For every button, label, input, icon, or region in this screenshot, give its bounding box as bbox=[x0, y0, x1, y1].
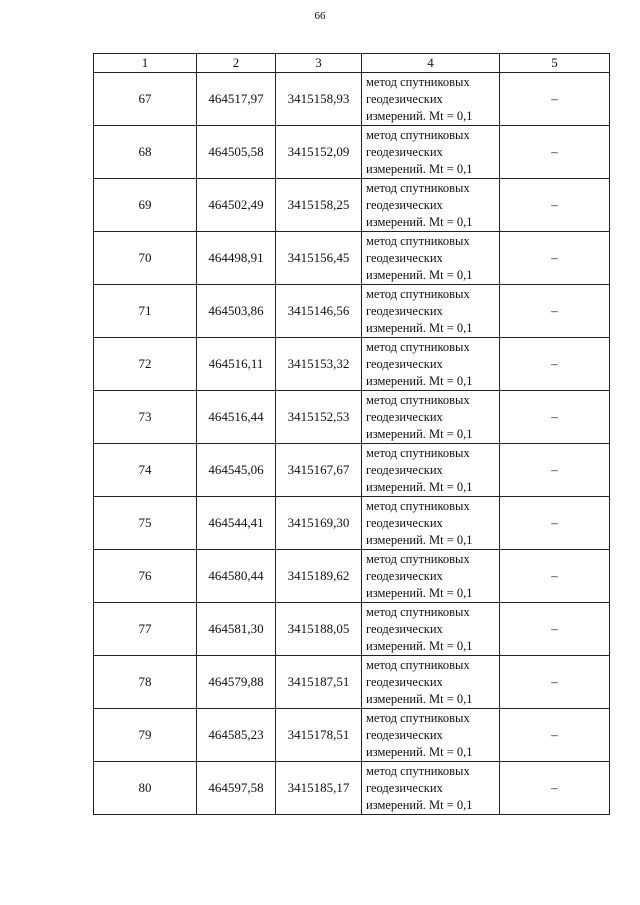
x-coordinate-cell: 464579,88 bbox=[197, 656, 276, 709]
point-number-cell: 80 bbox=[94, 762, 197, 815]
method-text-line: измерений. Mt = 0,1 bbox=[366, 744, 473, 759]
method-text-line: измерений. Mt = 0,1 bbox=[366, 797, 473, 812]
table-row bbox=[94, 550, 610, 603]
method-text-line: метод спутниковых bbox=[366, 498, 470, 513]
header-col-5: 5 bbox=[500, 54, 610, 73]
table-body bbox=[94, 73, 610, 815]
column-5-cell: – bbox=[500, 391, 610, 444]
y-coordinate-cell: 3415153,32 bbox=[276, 338, 362, 391]
method-text-line: метод спутниковых bbox=[366, 286, 470, 301]
table-row bbox=[94, 709, 610, 762]
column-5-cell: – bbox=[500, 232, 610, 285]
x-coordinate-cell: 464545,06 bbox=[197, 444, 276, 497]
method-text-line: геодезических bbox=[366, 197, 443, 212]
column-5-cell: – bbox=[500, 126, 610, 179]
table-row bbox=[94, 73, 610, 126]
table-row bbox=[94, 285, 610, 338]
y-coordinate-cell: 3415185,17 bbox=[276, 762, 362, 815]
x-coordinate-cell: 464544,41 bbox=[197, 497, 276, 550]
column-5-cell: – bbox=[500, 444, 610, 497]
column-5-cell: – bbox=[500, 285, 610, 338]
method-text-line: метод спутниковых bbox=[366, 604, 470, 619]
header-col-2: 2 bbox=[197, 54, 276, 73]
method-text-line: измерений. Mt = 0,1 bbox=[366, 108, 473, 123]
table-row bbox=[94, 232, 610, 285]
method-text-line: метод спутниковых bbox=[366, 233, 470, 248]
method-text-line: геодезических bbox=[366, 674, 443, 689]
table-row bbox=[94, 126, 610, 179]
method-cell bbox=[362, 656, 500, 709]
point-number-cell: 76 bbox=[94, 550, 197, 603]
point-number-cell: 68 bbox=[94, 126, 197, 179]
table-row bbox=[94, 391, 610, 444]
method-text-line: измерений. Mt = 0,1 bbox=[366, 638, 473, 653]
header-col-3: 3 bbox=[276, 54, 362, 73]
method-text-line: измерений. Mt = 0,1 bbox=[366, 214, 473, 229]
method-text-line: метод спутниковых bbox=[366, 180, 470, 195]
x-coordinate-cell: 464498,91 bbox=[197, 232, 276, 285]
column-5-cell: – bbox=[500, 338, 610, 391]
method-cell bbox=[362, 762, 500, 815]
y-coordinate-cell: 3415178,51 bbox=[276, 709, 362, 762]
method-text-line: метод спутниковых bbox=[366, 710, 470, 725]
x-coordinate-cell: 464502,49 bbox=[197, 179, 276, 232]
method-text-line: метод спутниковых bbox=[366, 551, 470, 566]
method-text-line: метод спутниковых bbox=[366, 445, 470, 460]
method-text-line: измерений. Mt = 0,1 bbox=[366, 320, 473, 335]
x-coordinate-cell: 464581,30 bbox=[197, 603, 276, 656]
point-number-cell: 79 bbox=[94, 709, 197, 762]
method-text-line: метод спутниковых bbox=[366, 392, 470, 407]
method-text-line: геодезических bbox=[366, 462, 443, 477]
table-row bbox=[94, 338, 610, 391]
method-text-line: измерений. Mt = 0,1 bbox=[366, 691, 473, 706]
column-5-cell: – bbox=[500, 179, 610, 232]
table-row bbox=[94, 497, 610, 550]
method-text-line: геодезических bbox=[366, 144, 443, 159]
point-number-cell: 77 bbox=[94, 603, 197, 656]
y-coordinate-cell: 3415188,05 bbox=[276, 603, 362, 656]
table-row bbox=[94, 179, 610, 232]
point-number-cell: 72 bbox=[94, 338, 197, 391]
x-coordinate-cell: 464516,11 bbox=[197, 338, 276, 391]
method-text-line: метод спутниковых bbox=[366, 657, 470, 672]
method-cell bbox=[362, 603, 500, 656]
method-cell bbox=[362, 126, 500, 179]
method-text-line: геодезических bbox=[366, 409, 443, 424]
point-number-cell: 78 bbox=[94, 656, 197, 709]
y-coordinate-cell: 3415146,56 bbox=[276, 285, 362, 338]
x-coordinate-cell: 464585,23 bbox=[197, 709, 276, 762]
method-cell bbox=[362, 285, 500, 338]
coordinates-table bbox=[93, 53, 610, 815]
x-coordinate-cell: 464516,44 bbox=[197, 391, 276, 444]
table-row bbox=[94, 603, 610, 656]
method-cell bbox=[362, 550, 500, 603]
y-coordinate-cell: 3415167,67 bbox=[276, 444, 362, 497]
x-coordinate-cell: 464505,58 bbox=[197, 126, 276, 179]
point-number-cell: 69 bbox=[94, 179, 197, 232]
table-row bbox=[94, 444, 610, 497]
x-coordinate-cell: 464517,97 bbox=[197, 73, 276, 126]
x-coordinate-cell: 464580,44 bbox=[197, 550, 276, 603]
page-number: 66 bbox=[314, 10, 326, 22]
method-cell bbox=[362, 179, 500, 232]
column-5-cell: – bbox=[500, 603, 610, 656]
method-text-line: измерений. Mt = 0,1 bbox=[366, 161, 473, 176]
method-text-line: измерений. Mt = 0,1 bbox=[366, 373, 473, 388]
x-coordinate-cell: 464597,58 bbox=[197, 762, 276, 815]
method-cell bbox=[362, 73, 500, 126]
method-text-line: геодезических bbox=[366, 780, 443, 795]
method-text-line: измерений. Mt = 0,1 bbox=[366, 479, 473, 494]
y-coordinate-cell: 3415156,45 bbox=[276, 232, 362, 285]
column-5-cell: – bbox=[500, 73, 610, 126]
column-5-cell: – bbox=[500, 709, 610, 762]
method-text-line: измерений. Mt = 0,1 bbox=[366, 426, 473, 441]
column-5-cell: – bbox=[500, 497, 610, 550]
y-coordinate-cell: 3415189,62 bbox=[276, 550, 362, 603]
method-text-line: метод спутниковых bbox=[366, 127, 470, 142]
method-cell bbox=[362, 232, 500, 285]
y-coordinate-cell: 3415158,93 bbox=[276, 73, 362, 126]
method-text-line: метод спутниковых bbox=[366, 74, 470, 89]
method-text-line: метод спутниковых bbox=[366, 763, 470, 778]
method-text-line: геодезических bbox=[366, 356, 443, 371]
method-text-line: измерений. Mt = 0,1 bbox=[366, 532, 473, 547]
method-text-line: геодезических bbox=[366, 568, 443, 583]
y-coordinate-cell: 3415187,51 bbox=[276, 656, 362, 709]
y-coordinate-cell: 3415169,30 bbox=[276, 497, 362, 550]
method-text-line: геодезических bbox=[366, 727, 443, 742]
x-coordinate-cell: 464503,86 bbox=[197, 285, 276, 338]
point-number-cell: 74 bbox=[94, 444, 197, 497]
header-col-1: 1 bbox=[94, 54, 197, 73]
column-5-cell: – bbox=[500, 762, 610, 815]
method-text-line: геодезических bbox=[366, 515, 443, 530]
y-coordinate-cell: 3415152,09 bbox=[276, 126, 362, 179]
method-text-line: геодезических bbox=[366, 91, 443, 106]
point-number-cell: 73 bbox=[94, 391, 197, 444]
method-cell bbox=[362, 338, 500, 391]
column-5-cell: – bbox=[500, 656, 610, 709]
method-text-line: геодезических bbox=[366, 250, 443, 265]
method-cell bbox=[362, 391, 500, 444]
point-number-cell: 75 bbox=[94, 497, 197, 550]
column-5-cell: – bbox=[500, 550, 610, 603]
y-coordinate-cell: 3415152,53 bbox=[276, 391, 362, 444]
point-number-cell: 71 bbox=[94, 285, 197, 338]
method-text-line: измерений. Mt = 0,1 bbox=[366, 267, 473, 282]
method-text-line: измерений. Mt = 0,1 bbox=[366, 585, 473, 600]
method-text-line: геодезических bbox=[366, 621, 443, 636]
method-text-line: геодезических bbox=[366, 303, 443, 318]
method-cell bbox=[362, 709, 500, 762]
table-row bbox=[94, 762, 610, 815]
method-text-line: метод спутниковых bbox=[366, 339, 470, 354]
table-row bbox=[94, 656, 610, 709]
header-col-4: 4 bbox=[362, 54, 500, 73]
table-header bbox=[94, 54, 610, 73]
point-number-cell: 70 bbox=[94, 232, 197, 285]
method-cell bbox=[362, 444, 500, 497]
point-number-cell: 67 bbox=[94, 73, 197, 126]
header-row bbox=[94, 54, 610, 73]
method-cell bbox=[362, 497, 500, 550]
y-coordinate-cell: 3415158,25 bbox=[276, 179, 362, 232]
